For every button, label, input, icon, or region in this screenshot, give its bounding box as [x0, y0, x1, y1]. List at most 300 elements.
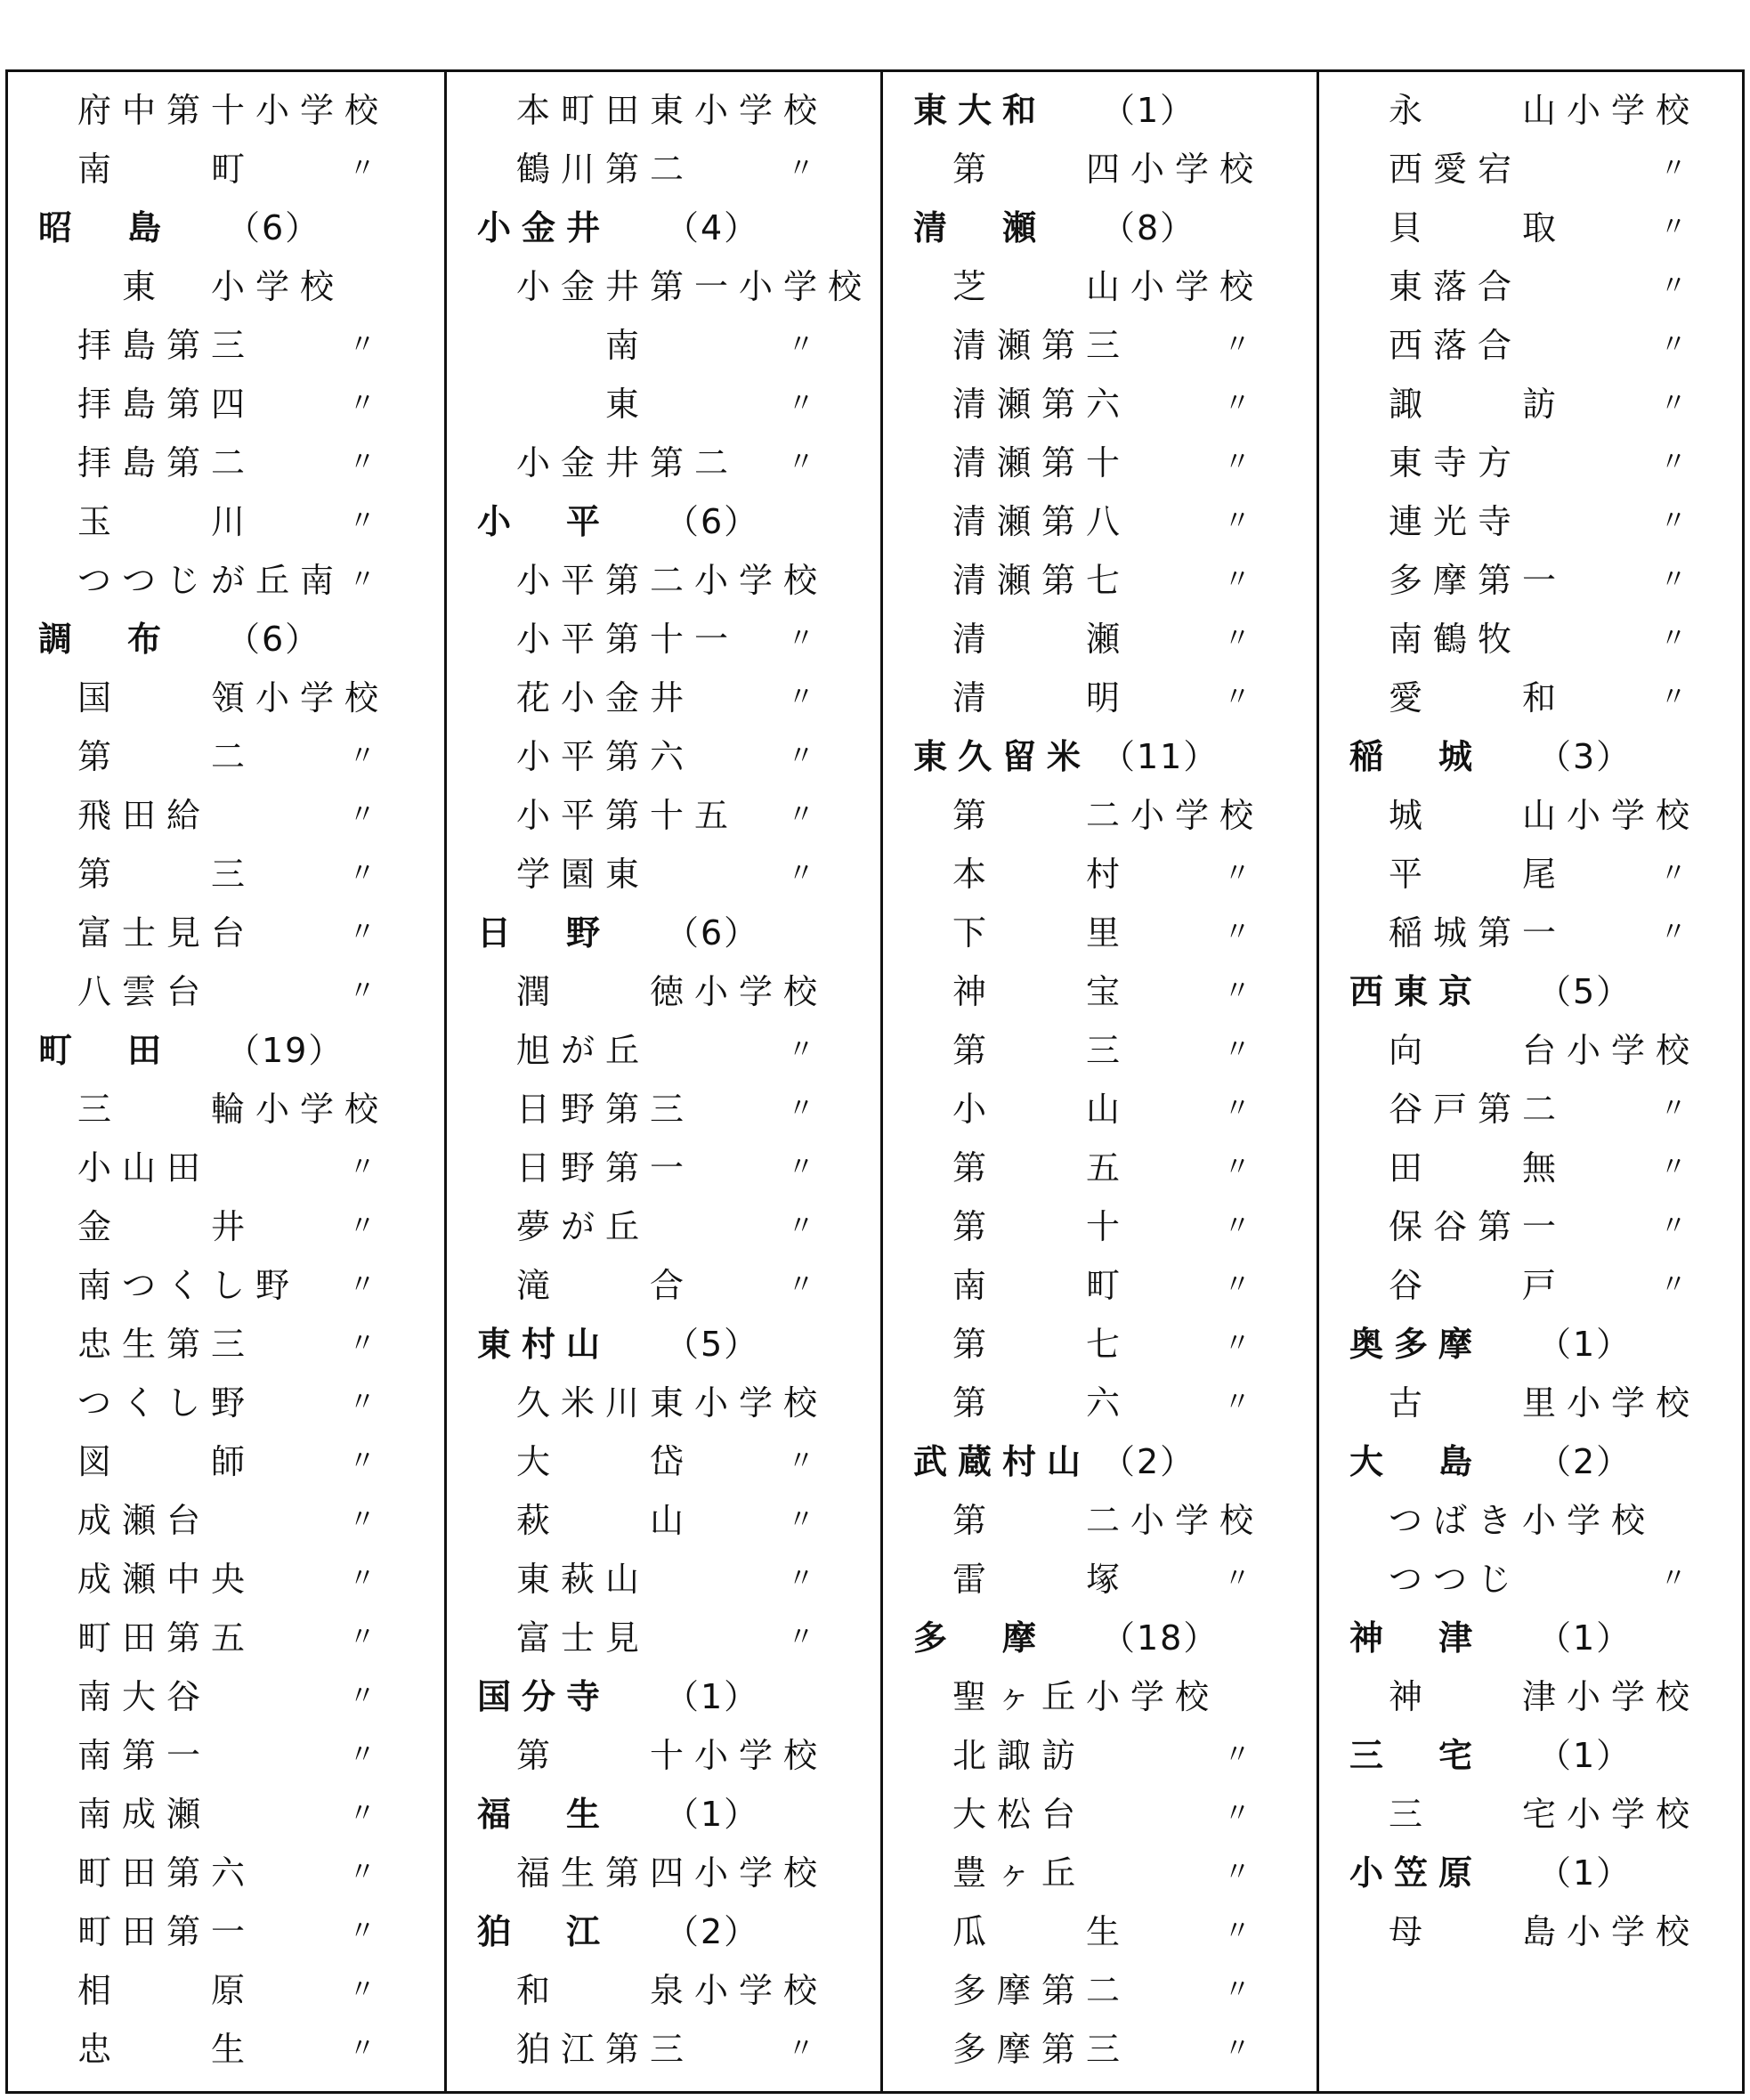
school-count: （6）	[226, 620, 321, 659]
school-row	[883, 904, 1317, 962]
ditto-mark: 〃	[788, 858, 814, 889]
school-name: 萩 山	[516, 1501, 695, 1540]
school-name: 永 山小学校	[1389, 91, 1701, 130]
ditto-mark: 〃	[349, 1387, 376, 1418]
school-row	[883, 1139, 1317, 1197]
school-row	[1319, 1667, 1742, 1726]
school-row	[8, 257, 444, 316]
school-name: 第 二小学校	[952, 796, 1265, 835]
school-row	[447, 2020, 880, 2079]
school-row	[447, 1021, 880, 1080]
school-row	[1319, 1080, 1742, 1139]
school-row	[1319, 140, 1742, 199]
ditto-mark: 〃	[1224, 1152, 1251, 1183]
school-name: 金 井	[77, 1207, 256, 1246]
ditto-mark: 〃	[788, 1504, 814, 1536]
school-row	[883, 1080, 1317, 1139]
ditto-mark: 〃	[1224, 1857, 1251, 1888]
district-heading	[883, 1609, 1317, 1667]
ditto-mark: 〃	[349, 1446, 376, 1477]
school-name: つくし野	[77, 1383, 256, 1423]
school-count: （2）	[1101, 1442, 1196, 1481]
district-heading	[8, 1021, 444, 1080]
school-count: （2）	[1537, 1442, 1633, 1481]
school-row	[8, 1550, 444, 1609]
district-name: 清 瀬	[913, 208, 1048, 247]
ditto-mark: 〃	[1224, 1269, 1251, 1301]
school-row	[1319, 1197, 1742, 1256]
ditto-mark: 〃	[1224, 388, 1251, 419]
school-row	[883, 1315, 1317, 1374]
school-row	[8, 904, 444, 962]
school-count: （1）	[665, 1795, 760, 1834]
school-row	[1319, 845, 1742, 904]
school-name: 成瀬中央	[77, 1560, 256, 1599]
ditto-mark: 〃	[1660, 506, 1687, 537]
ditto-mark: 〃	[1224, 1798, 1251, 1829]
school-row	[883, 1844, 1317, 1902]
ditto-mark: 〃	[349, 2033, 376, 2064]
school-name: 南鶴牧	[1389, 620, 1523, 659]
ditto-mark: 〃	[1660, 447, 1687, 478]
ditto-mark: 〃	[788, 153, 814, 184]
school-name: 成瀬台	[77, 1501, 212, 1540]
school-name: 夢が丘	[516, 1207, 651, 1246]
school-name: 谷戸第二	[1389, 1090, 1568, 1129]
school-name: 雷 塚	[952, 1560, 1131, 1599]
school-name: 瓜 生	[952, 1912, 1131, 1951]
school-name: 古 里小学校	[1389, 1383, 1701, 1423]
school-name: 田 無	[1389, 1148, 1568, 1188]
school-row	[883, 257, 1317, 316]
school-name: 小 山	[952, 1090, 1131, 1129]
school-row	[883, 1961, 1317, 2020]
school-name: 小平第十一	[516, 620, 740, 659]
school-name: 清瀬第六	[952, 385, 1131, 424]
school-row	[883, 492, 1317, 551]
school-count: （8）	[1101, 208, 1196, 247]
school-row	[8, 492, 444, 551]
district-name: 神 津	[1349, 1618, 1484, 1658]
school-row	[8, 375, 444, 434]
school-row	[8, 1785, 444, 1844]
school-row	[8, 2020, 444, 2079]
school-row	[8, 1080, 444, 1139]
district-name: 狛 江	[477, 1912, 612, 1951]
school-row	[8, 669, 444, 727]
school-row	[8, 1609, 444, 1667]
school-count: （6）	[665, 913, 760, 953]
ditto-mark: 〃	[349, 1681, 376, 1712]
school-row	[883, 140, 1317, 199]
school-row	[1319, 199, 1742, 257]
district-heading	[1319, 1315, 1742, 1374]
ditto-mark: 〃	[788, 799, 814, 831]
ditto-mark: 〃	[349, 388, 376, 419]
school-row	[447, 1491, 880, 1550]
school-name: 城 山小学校	[1389, 796, 1701, 835]
ditto-mark: 〃	[1224, 1739, 1251, 1771]
school-name: 平 尾	[1389, 855, 1568, 894]
school-name: 鶴川第二	[516, 150, 695, 189]
school-name: 南 町	[77, 150, 256, 189]
district-name: 昭 島	[38, 208, 173, 247]
ditto-mark: 〃	[349, 1563, 376, 1594]
school-row	[8, 1432, 444, 1491]
school-name: 相 原	[77, 1971, 256, 2010]
ditto-mark: 〃	[1224, 623, 1251, 654]
school-row	[8, 786, 444, 845]
school-name: 南第一	[77, 1736, 212, 1775]
ditto-mark: 〃	[788, 1563, 814, 1594]
school-name: 豊ヶ丘	[952, 1853, 1087, 1893]
ditto-mark: 〃	[788, 623, 814, 654]
school-name: 第 二小学校	[952, 1501, 1265, 1540]
district-name: 小金井	[477, 208, 612, 247]
ditto-mark: 〃	[1224, 1328, 1251, 1359]
school-name: 図 師	[77, 1442, 256, 1481]
school-row	[883, 1667, 1317, 1726]
school-name: 本町田東小学校	[516, 91, 829, 130]
school-name: つつじ	[1389, 1560, 1523, 1599]
district-name: 福 生	[477, 1795, 612, 1834]
school-row	[447, 1550, 880, 1609]
school-name: 拝島第二	[77, 443, 256, 482]
school-name: 福生第四小学校	[516, 1853, 829, 1893]
school-row	[883, 1021, 1317, 1080]
school-name: 第 六	[952, 1383, 1131, 1423]
school-name: 多摩第三	[952, 2030, 1131, 2069]
school-row	[447, 316, 880, 375]
school-name: 清瀬第八	[952, 502, 1131, 541]
school-name: つつじが丘南	[77, 561, 345, 600]
school-row	[1319, 904, 1742, 962]
school-count: （1）	[1537, 1736, 1633, 1775]
ditto-mark: 〃	[1224, 1387, 1251, 1418]
ditto-mark: 〃	[788, 329, 814, 361]
school-row	[8, 1902, 444, 1961]
district-name: 日 野	[477, 913, 612, 953]
ditto-mark: 〃	[1224, 1093, 1251, 1124]
district-name: 調 布	[38, 620, 173, 659]
school-name: 下 里	[952, 913, 1131, 953]
school-name: 玉 川	[77, 502, 256, 541]
district-name: 小 平	[477, 502, 612, 541]
school-name: 小山田	[77, 1148, 212, 1188]
school-name: 小平第六	[516, 737, 695, 776]
school-row	[1319, 375, 1742, 434]
school-count: （1）	[1537, 1853, 1633, 1893]
school-name: つばき小学校	[1389, 1501, 1657, 1540]
ditto-mark: 〃	[349, 564, 376, 596]
school-row	[883, 610, 1317, 669]
ditto-mark: 〃	[1224, 447, 1251, 478]
district-name: 小笠原	[1349, 1853, 1484, 1893]
column-3	[880, 72, 1317, 2091]
school-name: 南成瀬	[77, 1795, 212, 1834]
school-row	[8, 1961, 444, 2020]
school-name: 神 津小学校	[1389, 1677, 1701, 1716]
school-count: （1）	[665, 1677, 760, 1716]
ditto-mark: 〃	[1660, 858, 1687, 889]
school-name: 西落合	[1389, 326, 1523, 365]
ditto-mark: 〃	[1660, 329, 1687, 361]
school-name: 愛 和	[1389, 678, 1568, 718]
school-row	[447, 81, 880, 140]
ditto-mark: 〃	[1660, 1152, 1687, 1183]
school-row	[8, 434, 444, 492]
ditto-mark: 〃	[788, 1446, 814, 1477]
school-row	[1319, 1491, 1742, 1550]
district-heading	[447, 1902, 880, 1961]
district-heading	[883, 81, 1317, 140]
school-row	[447, 1844, 880, 1902]
school-row	[447, 1609, 880, 1667]
ditto-mark: 〃	[1224, 564, 1251, 596]
district-heading	[1319, 727, 1742, 786]
district-heading	[8, 199, 444, 257]
school-row	[1319, 610, 1742, 669]
ditto-mark: 〃	[349, 1211, 376, 1242]
school-count: （2）	[665, 1912, 760, 1951]
school-count: （18）	[1101, 1618, 1219, 1658]
school-row	[1319, 1374, 1742, 1432]
school-name: 小平第十五	[516, 796, 740, 835]
school-name: 南つくし野	[77, 1266, 301, 1305]
school-row	[1319, 1139, 1742, 1197]
ditto-mark: 〃	[349, 858, 376, 889]
district-heading	[447, 492, 880, 551]
school-row	[8, 1844, 444, 1902]
school-row	[8, 1667, 444, 1726]
school-row	[883, 375, 1317, 434]
school-name: 谷 戸	[1389, 1266, 1568, 1305]
school-name: 滝 合	[516, 1266, 695, 1305]
school-name: 町田第六	[77, 1853, 256, 1893]
ditto-mark: 〃	[1660, 153, 1687, 184]
school-name: 日野第三	[516, 1090, 695, 1129]
school-row	[8, 551, 444, 610]
school-count: （5）	[665, 1325, 760, 1364]
school-name: 花小金井	[516, 678, 695, 718]
school-name: 町田第五	[77, 1618, 256, 1658]
ditto-mark: 〃	[1224, 2033, 1251, 2064]
school-name: 富士見台	[77, 913, 256, 953]
school-count: （5）	[1537, 972, 1633, 1011]
ditto-mark: 〃	[1224, 1563, 1251, 1594]
ditto-mark: 〃	[1660, 623, 1687, 654]
ditto-mark: 〃	[1224, 976, 1251, 1007]
ditto-mark: 〃	[349, 1974, 376, 2006]
ditto-mark: 〃	[349, 1857, 376, 1888]
school-name: 第 三	[77, 855, 256, 894]
ditto-mark: 〃	[788, 2033, 814, 2064]
school-row	[447, 669, 880, 727]
ditto-mark: 〃	[349, 153, 376, 184]
ditto-mark: 〃	[349, 1798, 376, 1829]
district-name: 武蔵村山	[913, 1442, 1092, 1481]
school-name: 八雲台	[77, 972, 212, 1011]
school-name: 大 岱	[516, 1442, 695, 1481]
ditto-mark: 〃	[1224, 858, 1251, 889]
school-name: 清 明	[952, 678, 1131, 718]
district-heading	[1319, 962, 1742, 1021]
school-name: 府中第十小学校	[77, 91, 390, 130]
ditto-mark: 〃	[1660, 271, 1687, 302]
school-row	[8, 727, 444, 786]
ditto-mark: 〃	[1224, 1916, 1251, 1947]
school-name: 旭が丘	[516, 1031, 651, 1070]
school-count: （4）	[665, 208, 760, 247]
school-name: 町田第一	[77, 1912, 256, 1951]
school-row	[8, 1374, 444, 1432]
school-row	[447, 962, 880, 1021]
school-name: 第 五	[952, 1148, 1131, 1188]
ditto-mark: 〃	[1660, 212, 1687, 243]
school-row	[1319, 316, 1742, 375]
ditto-mark: 〃	[1224, 329, 1251, 361]
school-row	[883, 962, 1317, 1021]
school-name: 学園東	[516, 855, 651, 894]
school-name: 南大谷	[77, 1677, 212, 1716]
school-row	[8, 1315, 444, 1374]
ditto-mark: 〃	[349, 917, 376, 948]
district-heading	[447, 904, 880, 962]
ditto-mark: 〃	[349, 506, 376, 537]
ditto-mark: 〃	[349, 1504, 376, 1536]
school-row	[883, 1374, 1317, 1432]
school-name: 第 二	[77, 737, 256, 776]
school-name: 小平第二小学校	[516, 561, 829, 600]
ditto-mark: 〃	[1224, 917, 1251, 948]
district-heading	[447, 1315, 880, 1374]
school-row	[447, 1432, 880, 1491]
school-count: （1）	[1101, 91, 1196, 130]
school-row	[447, 1961, 880, 2020]
school-row	[1319, 492, 1742, 551]
district-name: 奥多摩	[1349, 1325, 1484, 1364]
school-name: 第 十	[952, 1207, 1131, 1246]
school-name: 神 宝	[952, 972, 1131, 1011]
ditto-mark: 〃	[349, 1622, 376, 1653]
school-name: 拝島第四	[77, 385, 256, 424]
school-row	[8, 1256, 444, 1315]
school-row	[447, 1374, 880, 1432]
ditto-mark: 〃	[349, 1328, 376, 1359]
ditto-mark: 〃	[1224, 506, 1251, 537]
ditto-mark: 〃	[1660, 917, 1687, 948]
school-row	[883, 551, 1317, 610]
ditto-mark: 〃	[1660, 564, 1687, 596]
ditto-mark: 〃	[1660, 388, 1687, 419]
district-name: 西東京	[1349, 972, 1484, 1011]
ditto-mark: 〃	[788, 1093, 814, 1124]
ditto-mark: 〃	[1660, 1211, 1687, 1242]
school-name: 多摩第一	[1389, 561, 1568, 600]
school-name: 東 小学校	[77, 267, 345, 306]
school-row	[447, 375, 880, 434]
school-row	[447, 727, 880, 786]
school-name: 清瀬第七	[952, 561, 1131, 600]
school-name: 聖ヶ丘小学校	[952, 1677, 1220, 1716]
school-row	[447, 1726, 880, 1785]
school-name: 富士見	[516, 1618, 651, 1658]
school-count: （1）	[1537, 1325, 1633, 1364]
district-name: 町 田	[38, 1031, 173, 1070]
school-row	[8, 845, 444, 904]
school-count: （11）	[1101, 737, 1219, 776]
school-name: 三 宅小学校	[1389, 1795, 1701, 1834]
school-name: 本 村	[952, 855, 1131, 894]
school-row	[8, 1197, 444, 1256]
school-row	[447, 1080, 880, 1139]
ditto-mark: 〃	[788, 388, 814, 419]
school-name: 諏 訪	[1389, 385, 1568, 424]
district-name: 国分寺	[477, 1677, 612, 1716]
school-row	[1319, 257, 1742, 316]
school-row	[447, 786, 880, 845]
district-name: 東村山	[477, 1325, 612, 1364]
school-row	[883, 1197, 1317, 1256]
school-count: （1）	[1537, 1618, 1633, 1658]
ditto-mark: 〃	[1660, 682, 1687, 713]
district-heading	[1319, 1432, 1742, 1491]
ditto-mark: 〃	[349, 1152, 376, 1183]
school-row	[883, 1491, 1317, 1550]
school-count: （19）	[226, 1031, 344, 1070]
school-row	[447, 845, 880, 904]
ditto-mark: 〃	[1224, 682, 1251, 713]
school-row	[883, 669, 1317, 727]
ditto-mark: 〃	[349, 741, 376, 772]
school-row	[447, 551, 880, 610]
school-name: 貝 取	[1389, 208, 1568, 247]
district-name: 稲 城	[1349, 737, 1484, 776]
ditto-mark: 〃	[1660, 1563, 1687, 1594]
school-name: 向 台小学校	[1389, 1031, 1701, 1070]
school-name: 小金井第二	[516, 443, 740, 482]
ditto-mark: 〃	[349, 1916, 376, 1947]
school-row	[883, 1902, 1317, 1961]
school-row	[447, 610, 880, 669]
school-name: 清瀬第十	[952, 443, 1131, 482]
ditto-mark: 〃	[1660, 1269, 1687, 1301]
ditto-mark: 〃	[1660, 1093, 1687, 1124]
ditto-mark: 〃	[1224, 1034, 1251, 1066]
school-name: 国 領小学校	[77, 678, 390, 718]
ditto-mark: 〃	[788, 1622, 814, 1653]
school-row	[1319, 786, 1742, 845]
ditto-mark: 〃	[349, 447, 376, 478]
school-row	[883, 316, 1317, 375]
school-name: 忠 生	[77, 2030, 256, 2069]
district-name: 多 摩	[913, 1618, 1048, 1658]
district-heading	[883, 1432, 1317, 1491]
school-name: 母 島小学校	[1389, 1912, 1701, 1951]
school-name: 第 十小学校	[516, 1736, 829, 1775]
district-heading	[447, 1667, 880, 1726]
ditto-mark: 〃	[788, 1152, 814, 1183]
school-name: 日野第一	[516, 1148, 695, 1188]
ditto-mark: 〃	[788, 1034, 814, 1066]
school-list-table	[5, 69, 1745, 2094]
school-row	[1319, 1785, 1742, 1844]
school-name: 飛田給	[77, 796, 212, 835]
district-name: 東大和	[913, 91, 1048, 130]
district-name: 大 島	[1349, 1442, 1484, 1481]
ditto-mark: 〃	[788, 1211, 814, 1242]
school-row	[883, 1726, 1317, 1785]
